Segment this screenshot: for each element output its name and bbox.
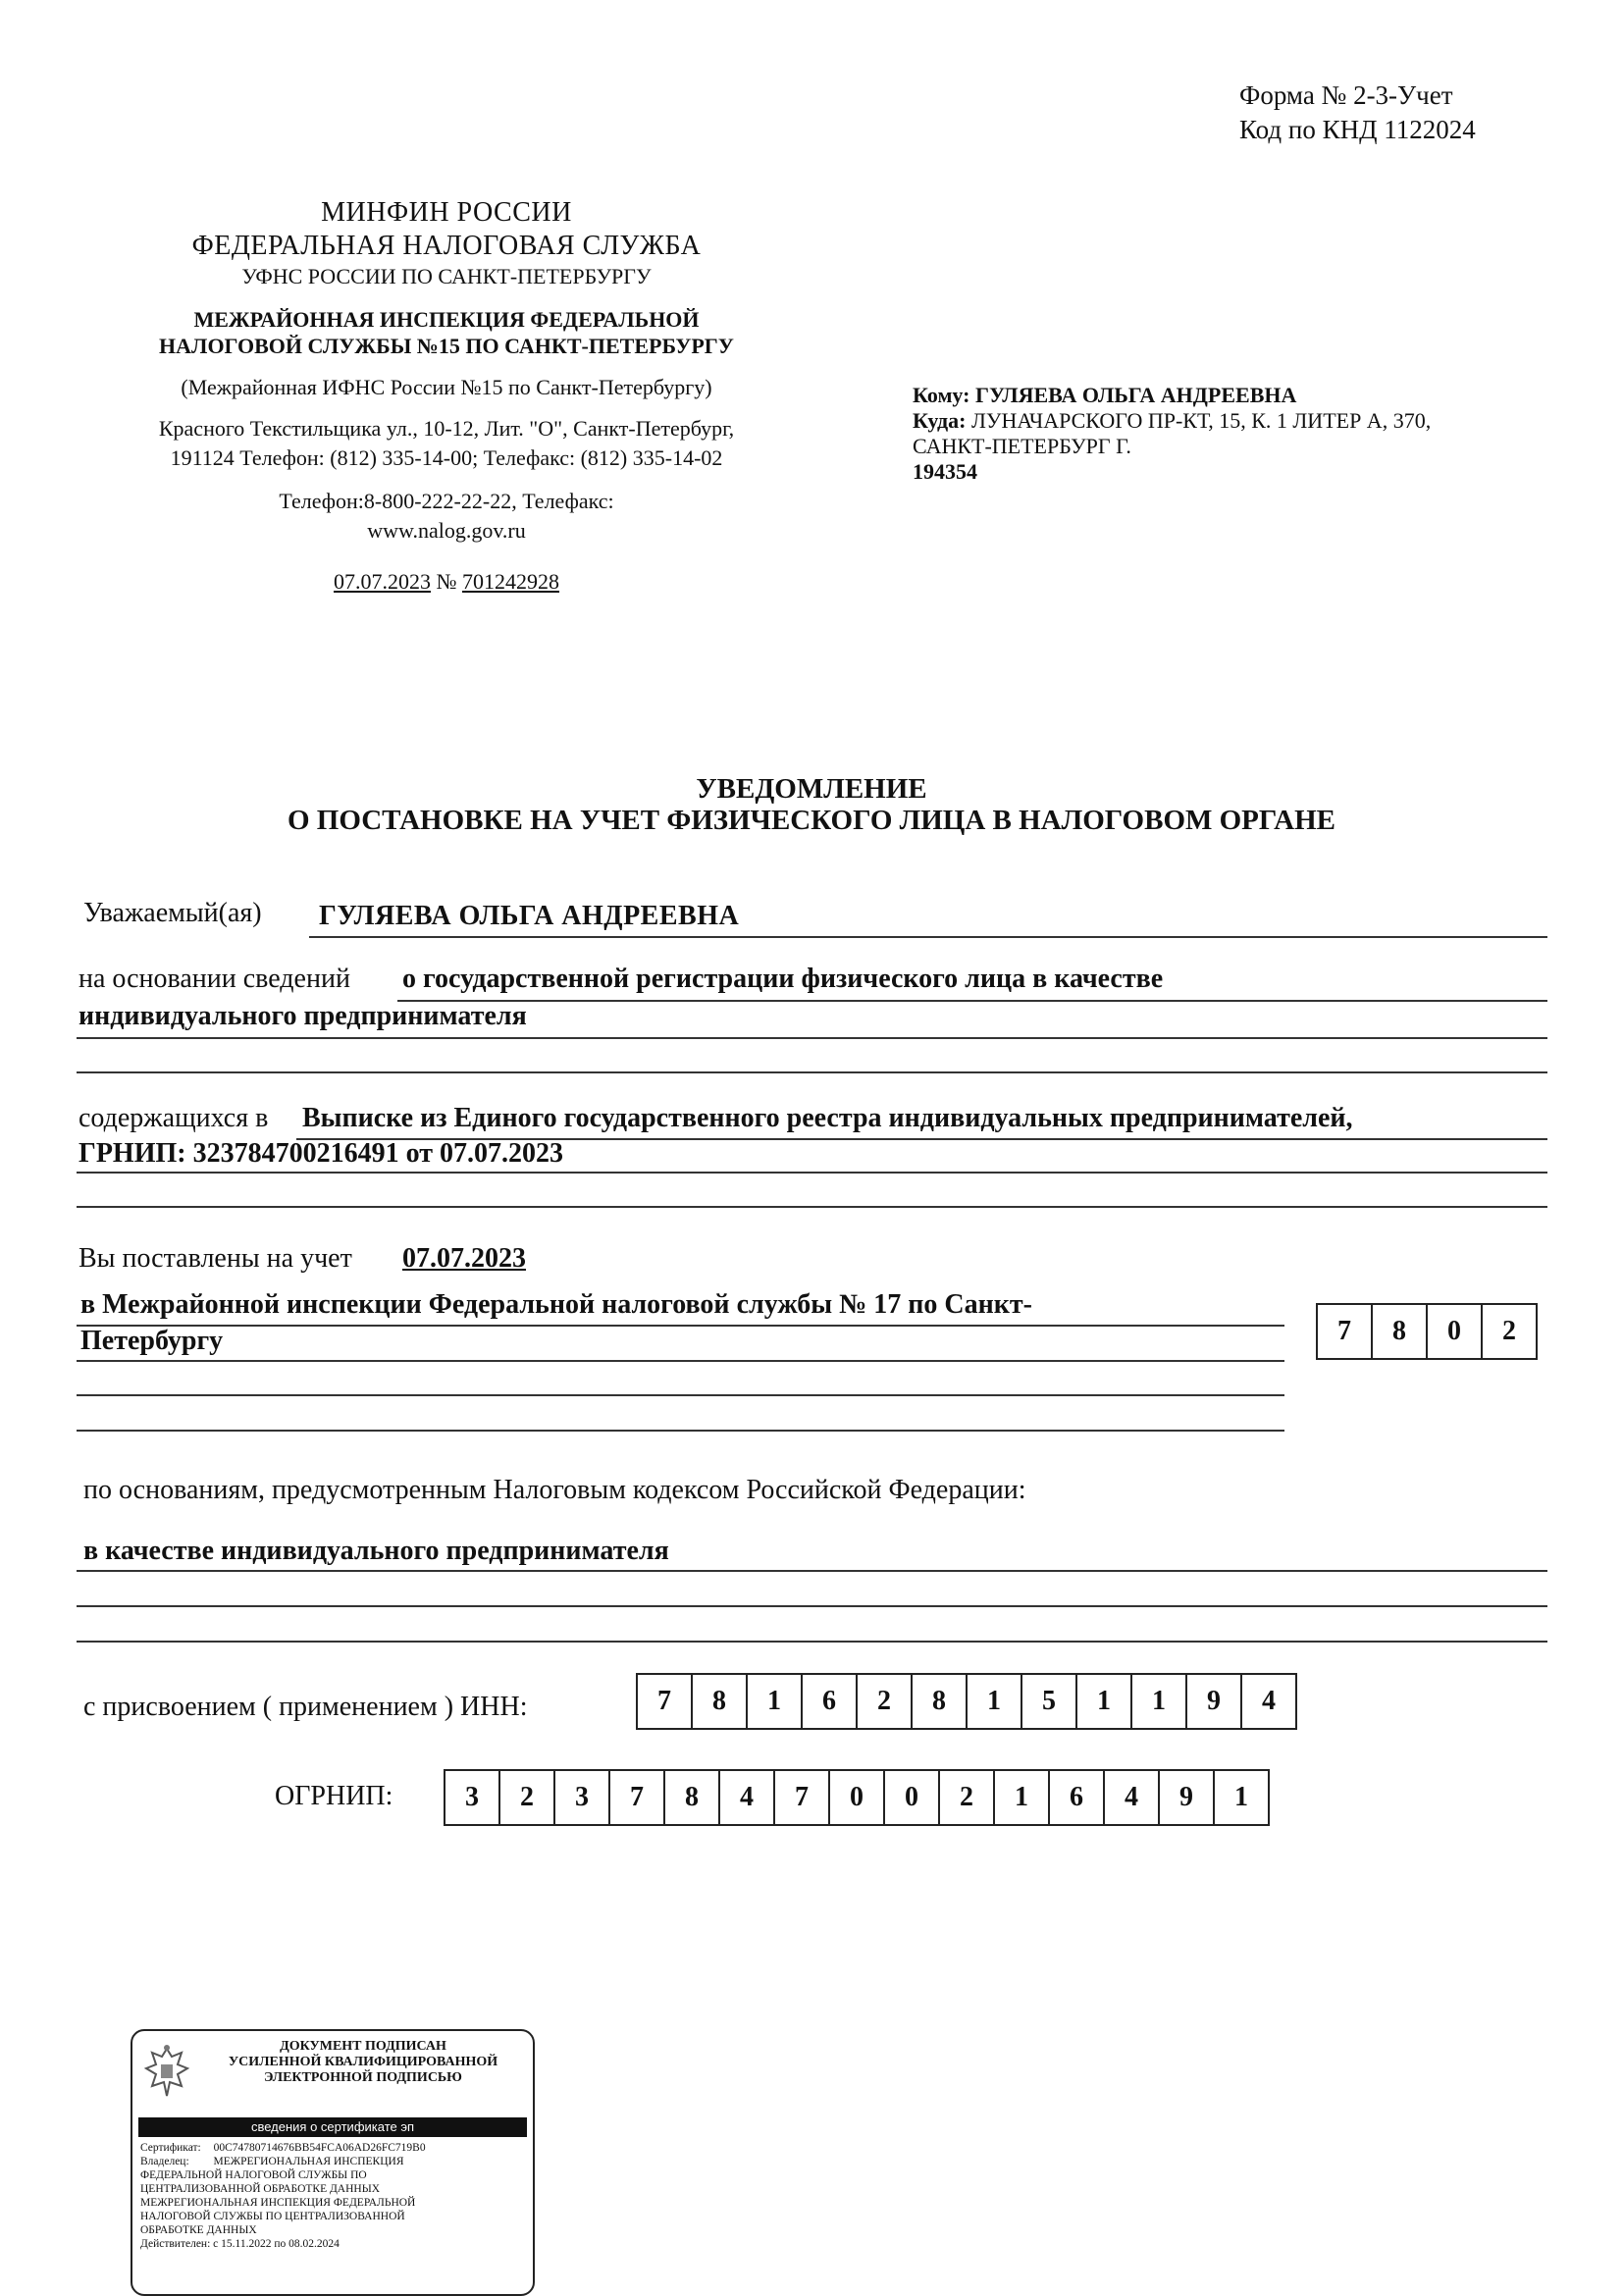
basis-underline1 <box>397 1000 1547 1002</box>
ogrnip-digit: 4 <box>1105 1771 1160 1824</box>
name-underline <box>309 936 1547 938</box>
regional-office: УФНС РОССИИ ПО САНКТ-ПЕТЕРБУРГУ <box>241 264 652 288</box>
certificate-info-bar: сведения о сертификате эп <box>138 2117 527 2137</box>
certificate-value: 00C7478071467​6BB54FCA06AD26FC719B0 <box>213 2142 426 2154</box>
ogrnip-digit: 8 <box>665 1771 720 1824</box>
inn-digit: 1 <box>968 1675 1022 1728</box>
ogrnip-digit: 2 <box>500 1771 555 1824</box>
tax-office-code-digit: 7 <box>1318 1305 1373 1358</box>
form-code-block <box>1239 78 1476 147</box>
authority-underline2 <box>77 1360 1284 1362</box>
owner-line4: МЕЖРЕГИОНАЛЬНАЯ ИНСПЕКЦИЯ ФЕДЕРАЛЬНОЙ <box>140 2197 416 2209</box>
certificate-details <box>140 2141 529 2251</box>
basis-label: на основании сведений <box>79 964 350 994</box>
tax-office-code-digit: 2 <box>1502 1316 1516 1346</box>
contained-label: содержащихся в <box>79 1103 269 1133</box>
title-line1: УВЕДОМЛЕНИЕ <box>696 773 927 805</box>
inn-label: с присвоением ( применением ) ИНН: <box>83 1692 528 1722</box>
tax-office-code-digit: 0 <box>1428 1305 1483 1358</box>
document-number-line <box>93 567 800 597</box>
owner-label: Владелец: <box>140 2156 189 2167</box>
authority-underline4 <box>77 1430 1284 1432</box>
e-signature-stamp <box>131 2029 535 2296</box>
to-label: Кому: <box>913 383 970 407</box>
registered-label: Вы поставлены на учет <box>79 1243 352 1274</box>
owner-line1: МЕЖРЕГИОНАЛЬНАЯ ИНСПЕКЦИЯ <box>213 2156 404 2167</box>
valid-value: с 15.11.2022 по 08.02.2024 <box>213 2238 340 2250</box>
inn-digit: 8 <box>913 1675 968 1728</box>
grounds-underline3 <box>77 1641 1547 1643</box>
inn-boxes <box>636 1673 1297 1730</box>
authority-line1: в Межрайонной инспекции Федеральной налоговой службы № 17 по Санкт- <box>80 1289 1032 1320</box>
certificate-label: Сертификат: <box>140 2142 201 2154</box>
ogrnip-digit: 0 <box>885 1771 940 1824</box>
ogrnip-digit: 1 <box>1234 1782 1248 1812</box>
basis-value-line1: о государственной регистрации физического лица в качестве <box>402 964 1164 994</box>
inn-digit: 6 <box>803 1675 858 1728</box>
inn-digit: 1 <box>748 1675 803 1728</box>
basis-underline3 <box>77 1071 1547 1073</box>
address-line2: 191124 Телефон: (812) 335-14-00; Телефакс: (812) 335-14-02 <box>170 445 723 470</box>
registered-date: 07.07.2023 <box>402 1243 526 1274</box>
owner-row <box>140 2155 529 2168</box>
inn-digit: 9 <box>1187 1675 1242 1728</box>
where-label: Куда: <box>913 408 967 433</box>
website: www.nalog.gov.ru <box>367 518 526 543</box>
ogrnip-digit: 3 <box>445 1771 500 1824</box>
certificate-row <box>140 2141 529 2155</box>
inspection-short-name: (Межрайонная ИФНС России №15 по Санкт-Петербургу) <box>181 375 712 399</box>
authority-block <box>93 196 800 597</box>
ogrnip-digit: 0 <box>830 1771 885 1824</box>
person-name: ГУЛЯЕВА ОЛЬГА АНДРЕЕВНА <box>319 901 740 931</box>
ogrnip-digit: 4 <box>720 1771 775 1824</box>
recipient-block <box>913 383 1521 485</box>
stamp-heading <box>201 2039 525 2086</box>
ogrnip-boxes <box>444 1769 1270 1826</box>
inn-digit: 8 <box>693 1675 748 1728</box>
address-line2: САНКТ-ПЕТЕРБУРГ Г. <box>913 434 1131 458</box>
owner-line6: ОБРАБОТКЕ ДАННЫХ <box>140 2224 257 2236</box>
ogrnip-digit: 3 <box>555 1771 610 1824</box>
title-line2: О ПОСТАНОВКЕ НА УЧЕТ ФИЗИЧЕСКОГО ЛИЦА В НАЛОГОВОМ ОРГАНЕ <box>287 805 1336 836</box>
inn-digit: 2 <box>858 1675 913 1728</box>
tax-office-code-digit: 8 <box>1373 1305 1428 1358</box>
inn-digit: 1 <box>1077 1675 1132 1728</box>
contained-value-line2: ГРНИП: 323784700216491 от 07.07.2023 <box>79 1138 563 1169</box>
stamp-heading-line2: УСИЛЕННОЙ КВАЛИФИЦИРОВАННОЙ <box>228 2055 498 2069</box>
grounds-value: в качестве индивидуального предпринимателя <box>83 1536 669 1566</box>
grounds-underline2 <box>77 1605 1547 1607</box>
to-name: ГУЛЯЕВА ОЛЬГА АНДРЕЕВНА <box>974 383 1297 407</box>
recipient-to <box>913 383 1521 408</box>
ogrnip-digit: 6 <box>1050 1771 1105 1824</box>
authority-underline1 <box>77 1325 1284 1327</box>
basis-value-line2: индивидуального предпринимателя <box>79 1001 527 1031</box>
greeting-label: Уважаемый(ая) <box>83 898 262 928</box>
basis-underline2 <box>77 1037 1547 1039</box>
ministry: МИНФИН РОССИИ <box>321 197 572 228</box>
valid-label: Действителен: <box>140 2238 211 2250</box>
document-date: 07.07.2023 <box>334 569 431 594</box>
phone-line: Телефон:8-800-222-22-22, Телефакс: <box>279 489 614 513</box>
inn-digit: 7 <box>638 1675 693 1728</box>
grounds-label: по основаниям, предусмотренным Налоговым кодексом Российской Федерации: <box>83 1475 1026 1505</box>
inspection-name-line1: МЕЖРАЙОННАЯ ИНСПЕКЦИЯ ФЕДЕРАЛЬНОЙ <box>193 307 700 332</box>
ogrnip-digit: 2 <box>940 1771 995 1824</box>
contained-underline2 <box>77 1172 1547 1174</box>
ogrnip-digit: 9 <box>1160 1771 1215 1824</box>
inn-digit: 4 <box>1262 1686 1276 1716</box>
recipient-where <box>913 408 1521 434</box>
inn-digit: 5 <box>1022 1675 1077 1728</box>
inn-digit: 1 <box>1132 1675 1187 1728</box>
grounds-underline1 <box>77 1570 1547 1572</box>
coat-of-arms-icon <box>142 2043 191 2102</box>
inspection-name-line2: НАЛОГОВОЙ СЛУЖБЫ №15 ПО САНКТ-ПЕТЕРБУРГУ <box>159 334 734 358</box>
contained-underline3 <box>77 1206 1547 1208</box>
authority-underline3 <box>77 1394 1284 1396</box>
owner-line3: ЦЕНТРАЛИЗОВАННОЙ ОБРАБОТКЕ ДАННЫХ <box>140 2183 381 2195</box>
form-number: Форма № 2-3-Учет <box>1239 80 1453 110</box>
knd-code: Код по КНД 1122024 <box>1239 115 1476 144</box>
address-line1: Красного Текстильщика ул., 10-12, Лит. "О", Санкт-Петербург, <box>158 416 735 441</box>
number-sign: № <box>436 569 457 594</box>
address-line1: ЛУНАЧАРСКОГО ПР-КТ, 15, К. 1 ЛИТЕР А, 370, <box>970 408 1432 433</box>
stamp-heading-line3: ЭЛЕКТРОННОЙ ПОДПИСЬЮ <box>264 2070 462 2085</box>
owner-line5: НАЛОГОВОЙ СЛУЖБЫ ПО ЦЕНТРАЛИЗОВАННОЙ <box>140 2211 405 2222</box>
contained-value-line1: Выписке из Единого государственного реестра индивидуальных предпринимателей, <box>302 1103 1353 1133</box>
owner-line2: ФЕДЕРАЛЬНОЙ НАЛОГОВОЙ СЛУЖБЫ ПО <box>140 2169 367 2181</box>
tax-service: ФЕДЕРАЛЬНАЯ НАЛОГОВАЯ СЛУЖБА <box>191 231 702 261</box>
ogrnip-label: ОГРНИП: <box>275 1781 393 1811</box>
document-title <box>0 773 1623 836</box>
postcode: 194354 <box>913 459 977 484</box>
authority-line2: Петербургу <box>80 1326 224 1356</box>
ogrnip-digit: 7 <box>775 1771 830 1824</box>
validity-row <box>140 2237 529 2251</box>
ogrnip-digit: 7 <box>610 1771 665 1824</box>
ogrnip-digit: 1 <box>995 1771 1050 1824</box>
document-number: 701242928 <box>462 569 559 594</box>
stamp-heading-line1: ДОКУМЕНТ ПОДПИСАН <box>280 2039 446 2054</box>
tax-office-code-boxes <box>1316 1303 1538 1360</box>
